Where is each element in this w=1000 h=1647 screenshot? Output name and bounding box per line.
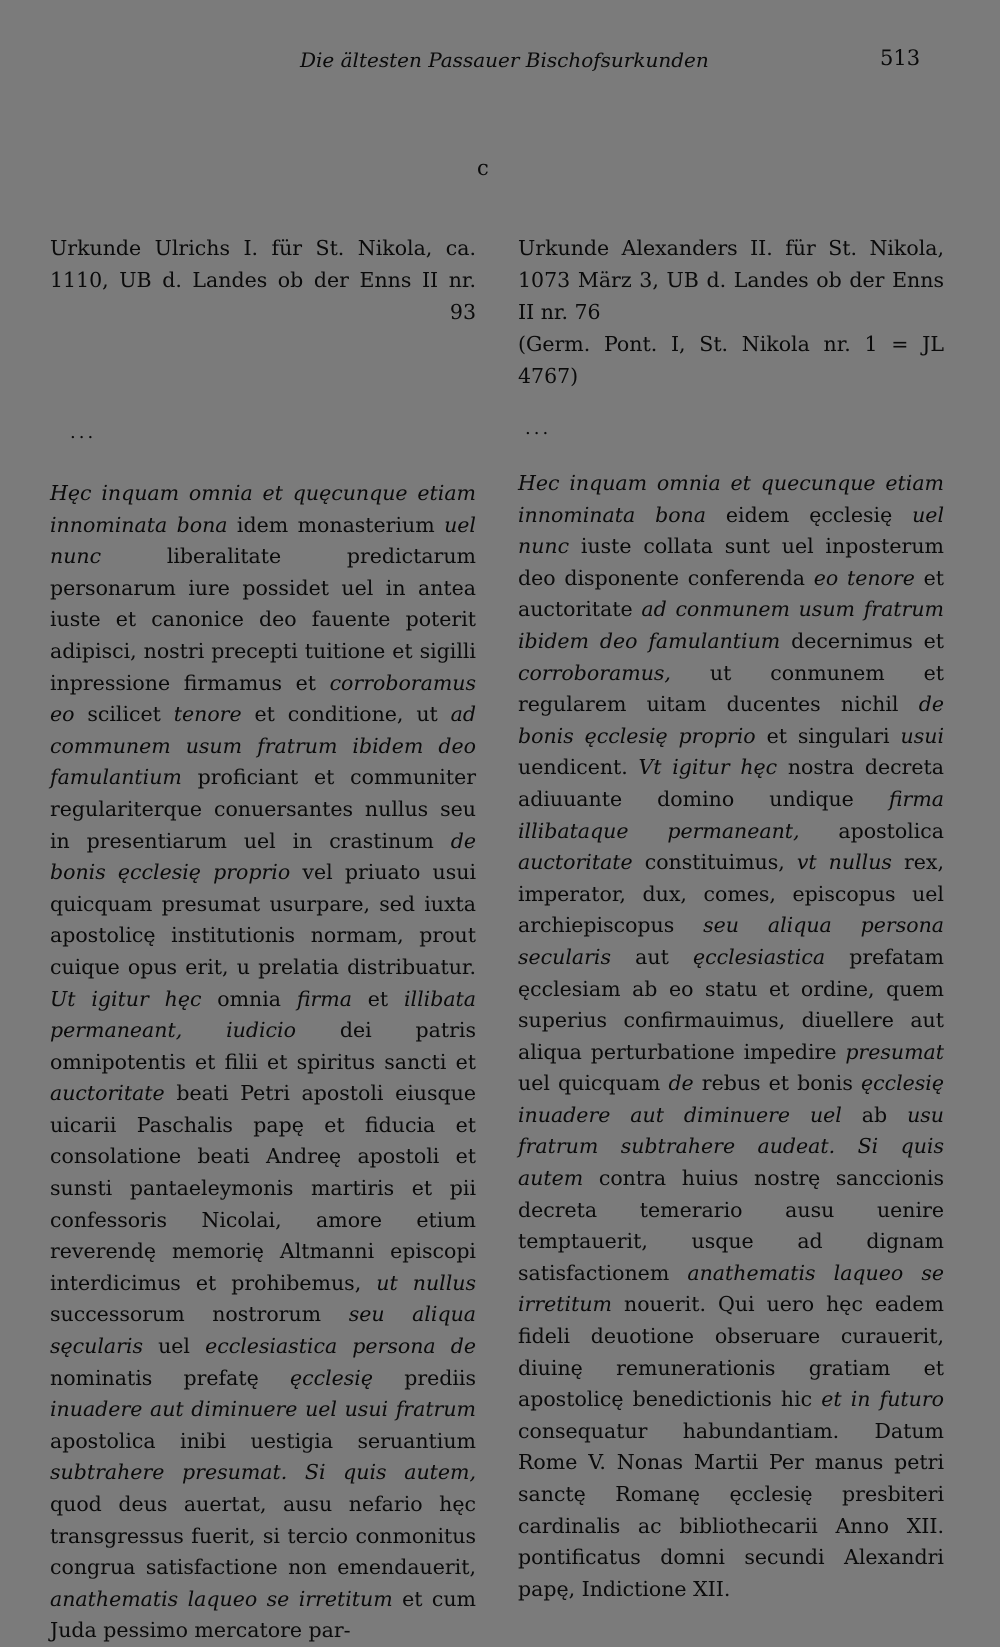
page-number: 513 — [880, 46, 921, 70]
italic-quoted-text: Ut igitur hęc — [50, 986, 202, 1011]
italic-quoted-text: vt nullus — [796, 850, 892, 875]
body-text-run: prediis — [372, 1365, 477, 1390]
right-omission-ellipsis: ... — [525, 418, 552, 439]
body-text-run: proficiant et communiter regulariterque conuersantes nullus seu in presentiarum uel in crastinum — [50, 765, 476, 853]
italic-quoted-text: uel nunc — [50, 512, 476, 569]
italic-quoted-text: uel nunc — [518, 502, 945, 559]
italic-quoted-text: ęcclesię inuadere aut diminuere uel — [518, 1071, 944, 1127]
italic-quoted-text: et in futuro — [821, 1387, 944, 1412]
italic-quoted-text: ad conmunem usum fratrum ibidem deo famulantium — [518, 597, 944, 653]
body-text-run: omnia — [201, 986, 297, 1011]
italic-quoted-text: illibata permaneant, iudicio — [50, 986, 476, 1043]
body-text-run: et auctoritate — [518, 565, 944, 622]
italic-quoted-text: de — [668, 1071, 694, 1096]
italic-quoted-text: usui — [900, 723, 944, 748]
body-text-run: decernimus et — [780, 628, 944, 653]
italic-quoted-text: seu aliqua sęcularis — [50, 1302, 476, 1359]
body-text-run: apostolica inibi uestigia seruantium — [50, 1428, 476, 1453]
italic-quoted-text: inuadere aut diminuere uel usui fratrum — [50, 1397, 476, 1422]
italic-quoted-text: ut nullus — [376, 1270, 476, 1295]
italic-quoted-text: corroboramus eo — [50, 670, 476, 727]
right-heading-line-1: Urkunde Alexanders II. für St. Nikola, 1073 März 3, UB d. Landes ob der Enns II nr. 76 — [518, 236, 944, 324]
body-text-run: quod deus auertat, ausu nefario hęc transgressus fuerit, si tercio conmonitus congrua satisfactione non emendauerit, — [50, 1492, 476, 1580]
body-text-run: vel priuato usui quicquam presumat usurpare, sed iuxta apostolicę institutionis normam, prout cuique opus erit, u prelatia distribuatur. — [50, 860, 476, 979]
italic-quoted-text: ecclesiastica persona de — [205, 1334, 476, 1359]
italic-quoted-text: auctoritate — [518, 850, 633, 875]
right-column-text — [518, 468, 944, 1605]
body-text-run: ut conmunem et regularem uitam ducentes nichil — [518, 660, 944, 717]
body-text-run: uel — [143, 1334, 206, 1359]
body-text-run: successorum nostrorum — [50, 1302, 349, 1327]
italic-quoted-text: Hec inquam omnia et quecunque etiam innominata bona — [518, 471, 944, 527]
italic-quoted-text: de bonis ęcclesię proprio — [518, 692, 944, 748]
body-text-run: ab — [841, 1102, 908, 1127]
body-text-run: uendicent. — [518, 755, 639, 780]
body-text-run: et cum Juda pessimo mercatore par- — [50, 1586, 476, 1643]
body-text-run: nostra decreta adiuuante domino undique — [518, 755, 944, 811]
right-heading-line-2: (Germ. Pont. I, St. Nikola nr. 1 = JL 4767) — [518, 332, 944, 388]
running-title: Die ältesten Passauer Bischofsurkunden — [300, 48, 709, 72]
left-column-heading: Urkunde Ulrichs I. für St. Nikola, ca. 1110, UB d. Landes ob der Enns II nr. 93 — [50, 236, 476, 324]
italic-quoted-text: Hęc inquam omnia et quęcunque etiam innominata bona — [50, 481, 476, 537]
left-omission-ellipsis: ... — [70, 422, 97, 443]
body-text-run: contra huius nostrę sanccionis decreta temerario ausu uenire temptauerit, usque ad dignam satisfactionem — [518, 1166, 944, 1285]
body-text-run: dei patris omnipotentis et filii et spiritus sancti et — [50, 1018, 476, 1074]
italic-quoted-text: presumat — [845, 1039, 944, 1064]
body-text-run: iuste collata sunt uel inposterum deo disponente conferenda — [518, 534, 944, 590]
body-text-run: beati Petri apostoli eiusque uicarii Paschalis papę et fiducia et consolatione beati Andreę apostoli et sunsti pantaeleymonis martiris et pii confessoris Nicolai, amore etium reverendę memorię Altmanni episcopi interdicimus et prohibemus, — [50, 1081, 476, 1295]
italic-quoted-text: eo tenore — [813, 565, 915, 590]
body-text-run: eidem ęcclesię — [706, 502, 913, 527]
italic-quoted-text: firma illibataque permaneant, — [518, 786, 944, 843]
body-text-run: nominatis prefatę — [50, 1365, 290, 1390]
body-text-run: consequatur habundantiam. Datum Rome V. Nonas Martii Per manus petri sanctę Romanę ęcclesię presbiteri cardinalis ac bibliothecarii Anno XII. pontificatus domni secundi Alexandri papę, Indictione XII. — [518, 1418, 944, 1601]
body-text-run: uel quicquam — [518, 1071, 669, 1096]
italic-quoted-text: seu aliqua persona secularis — [518, 913, 944, 969]
italic-quoted-text: tenore — [173, 702, 242, 727]
body-text-run: scilicet — [74, 702, 174, 727]
body-text-run: prefatam ęcclesiam ab eo statu et ordine, quem superius confirmauimus, diuellere aut aliqua perturbatione impedire — [518, 944, 944, 1064]
italic-quoted-text: Vt igitur hęc — [638, 755, 778, 780]
italic-quoted-text: ad communem usum fratrum ibidem deo famulantium — [50, 702, 476, 790]
body-text-run: rebus et bonis — [693, 1071, 861, 1096]
body-text-run: nouerit. Qui uero hęc eadem fideli deuotione obseruare curauerit, diuinę remunerationis gratiam et apostolicę benedictionis hic — [518, 1292, 944, 1412]
body-text-run: idem monasterium — [227, 512, 445, 537]
italic-quoted-text: subtrahere presumat. Si quis autem, — [50, 1460, 476, 1485]
section-mark: c — [477, 156, 489, 180]
body-text-run: rex, imperator, dux, comes, episcopus uel archiepiscopus — [518, 850, 945, 938]
body-text-run: liberalitate predictarum personarum iure possidet uel in antea iuste et canonice deo fauente poterit adipisci, nostri precepti tuitione et sigilli inpressione firmamus et — [50, 544, 476, 695]
right-column-heading — [518, 232, 944, 392]
body-text-run: apostolica — [799, 818, 945, 843]
italic-quoted-text: auctoritate — [50, 1081, 165, 1106]
italic-quoted-text: anathematis laqueo se irretitum — [50, 1586, 393, 1611]
body-text-run: constituimus, — [632, 850, 797, 875]
italic-quoted-text: firma — [296, 986, 352, 1011]
body-text-run: aut — [611, 944, 693, 969]
italic-quoted-text: corroboramus, — [518, 660, 671, 685]
italic-quoted-text: ęcclesiastica — [692, 944, 826, 969]
left-column-text — [50, 478, 476, 1647]
italic-quoted-text: ęcclesię — [289, 1365, 373, 1390]
body-text-run: et singulari — [755, 723, 901, 748]
italic-quoted-text: de bonis ęcclesię proprio — [50, 828, 476, 885]
body-text-run: et — [351, 986, 404, 1011]
italic-quoted-text: anathematis laqueo se irretitum — [518, 1260, 944, 1317]
body-text-run: et conditione, ut — [241, 702, 451, 727]
italic-quoted-text: usu fratrum subtrahere audeat. Si quis autem — [518, 1102, 944, 1191]
